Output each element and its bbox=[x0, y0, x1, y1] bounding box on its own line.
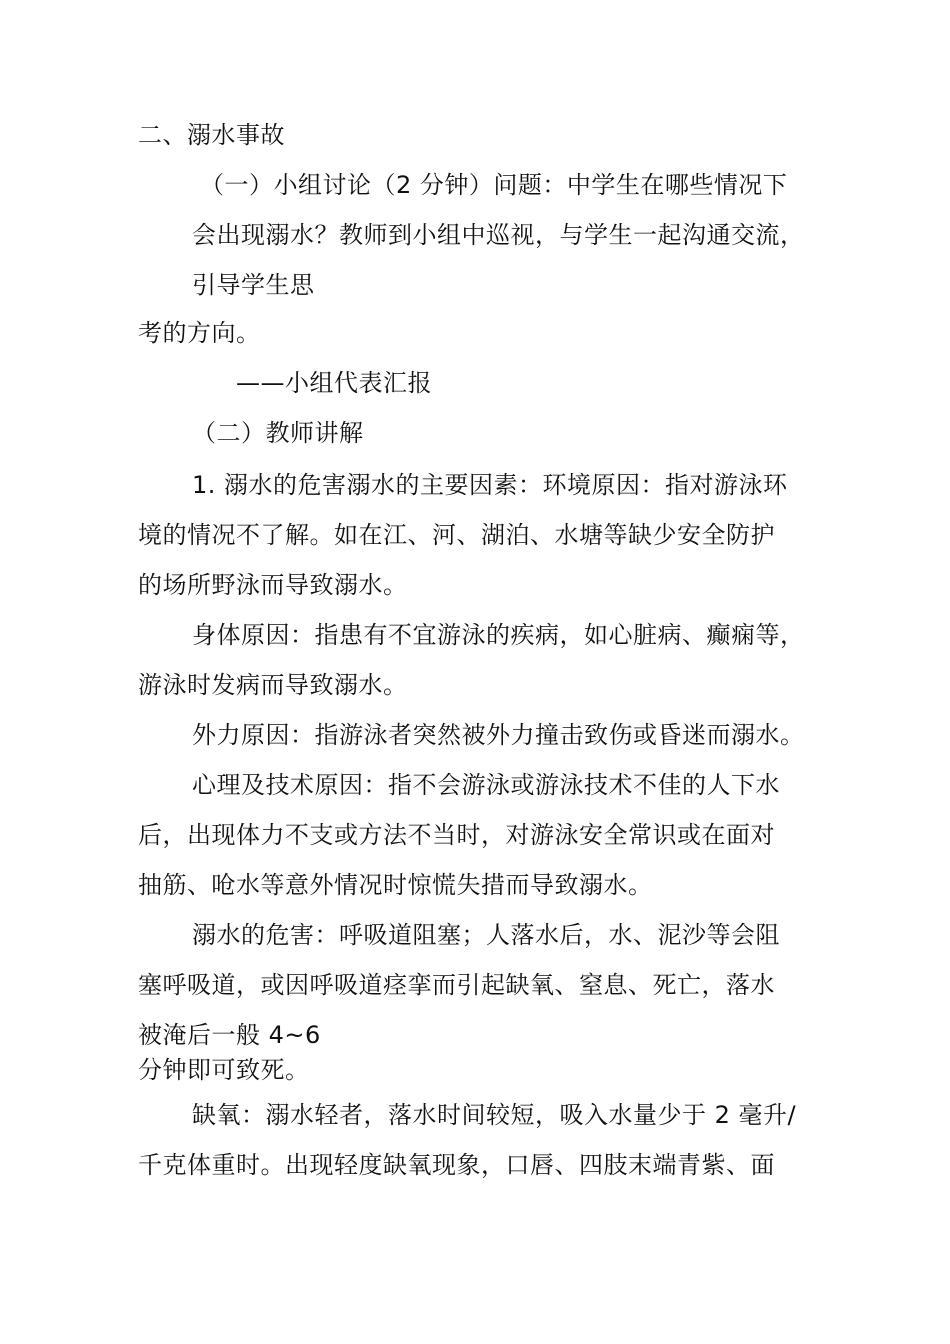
paragraph-line: 缺氧：溺水轻者，落水时间较短，吸入水量少于 2 毫升/ bbox=[192, 1101, 797, 1129]
paragraph-line: 的场所野泳而导致溺水。 bbox=[138, 571, 408, 599]
paragraph-line: ——小组代表汇报 bbox=[236, 369, 432, 397]
paragraph-line: 抽筋、呛水等意外情况时惊慌失措而导致溺水。 bbox=[138, 871, 653, 899]
paragraph-line: 会出现溺水？教师到小组中巡视，与学生一起沟通交流， bbox=[192, 221, 805, 249]
paragraph-line: 溺水的危害：呼吸道阻塞；人落水后，水、泥沙等会阻 bbox=[192, 921, 780, 949]
paragraph-line: 游泳时发病而导致溺水。 bbox=[138, 671, 408, 699]
paragraph-line: 心理及技术原因：指不会游泳或游泳技术不佳的人下水 bbox=[192, 771, 780, 799]
paragraph-line: 1. 溺水的危害溺水的主要因素：环境原因：指对游泳环 bbox=[192, 471, 788, 499]
paragraph-line: （一）小组讨论（2 分钟）问题：中学生在哪些情况下 bbox=[200, 171, 788, 199]
paragraph-line: 引导学生思 bbox=[192, 271, 315, 299]
paragraph-line: 被淹后一般 4~6 bbox=[138, 1021, 321, 1049]
paragraph-line: 千克体重时。出现轻度缺氧现象，口唇、四肢末端青紫、面 bbox=[138, 1151, 775, 1179]
paragraph-line: 分钟即可致死。 bbox=[138, 1056, 310, 1084]
paragraph-line: 境的情况不了解。如在江、河、湖泊、水塘等缺少安全防护 bbox=[138, 521, 775, 549]
paragraph-line: 后，出现体力不支或方法不当时，对游泳安全常识或在面对 bbox=[138, 821, 775, 849]
paragraph-line: 外力原因：指游泳者突然被外力撞击致伤或昏迷而溺水。 bbox=[192, 721, 805, 749]
paragraph-line: 身体原因：指患有不宜游泳的疾病，如心脏病、癫痫等， bbox=[192, 621, 805, 649]
paragraph-line: 考的方向。 bbox=[138, 319, 261, 347]
paragraph-line: 塞呼吸道，或因呼吸道痉挛而引起缺氧、窒息、死亡，落水 bbox=[138, 971, 775, 999]
section-heading: 二、溺水事故 bbox=[138, 121, 285, 149]
subsection-heading: （二）教师讲解 bbox=[192, 419, 364, 447]
